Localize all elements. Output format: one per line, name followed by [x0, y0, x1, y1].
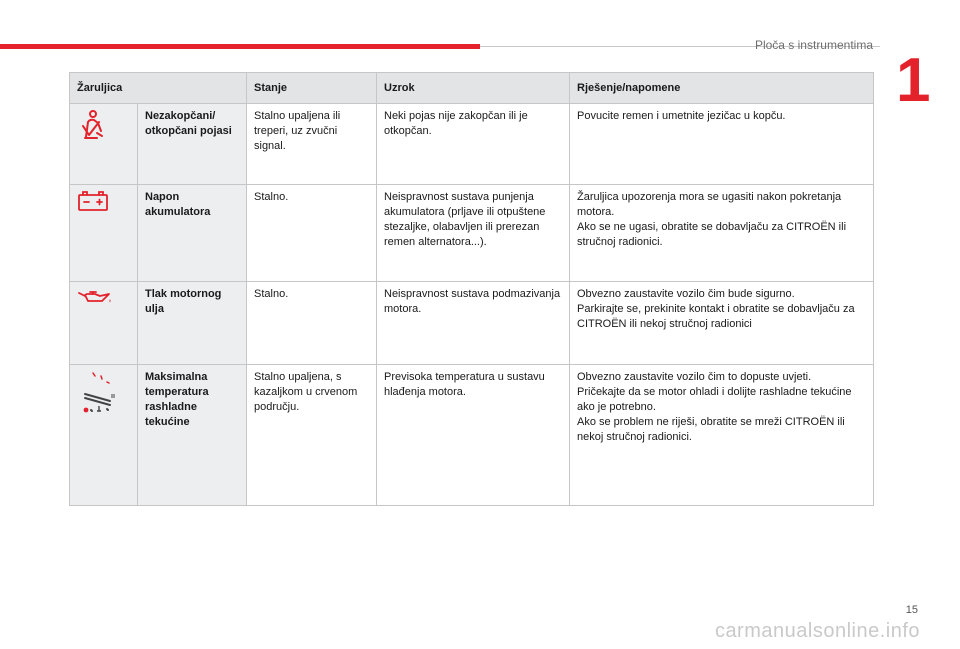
- column-header-zaruljica: Žaruljica: [70, 73, 247, 104]
- uzrok-cell: Neispravnost sustava podmazivanja motora.: [377, 282, 570, 365]
- table-row: [70, 185, 874, 282]
- icon-cell: [70, 104, 138, 185]
- stanje-cell: Stalno.: [247, 185, 377, 282]
- column-header-stanje: Stanje: [247, 73, 377, 104]
- uzrok-cell: Previsoka temperatura u sustavu hlađenja motora.: [377, 365, 570, 506]
- warning-lights-table: [69, 72, 874, 506]
- icon-cell: [70, 185, 138, 282]
- uzrok-cell: Neki pojas nije zakopčan ili je otkopčan.: [377, 104, 570, 185]
- coolant-temperature-gauge-icon: [77, 370, 121, 416]
- uzrok-cell: Neispravnost sustava punjenja akumulatora (prljave ili otpuštene stezaljke, olabavljen ili prerezan remen alternatora...).: [377, 185, 570, 282]
- light-name: Tlak motornog ulja: [138, 282, 247, 365]
- table-row: [70, 104, 874, 185]
- stanje-cell: Stalno.: [247, 282, 377, 365]
- table-row: [70, 282, 874, 365]
- rjesenje-cell: Obvezno zaustavite vozilo čim to dopuste uvjeti. Pričekajte da se motor ohladi i dolijte rashladne tekućine ako je potrebno. Ako se problem ne riješi, obratite se mreži CITROËN ili nekoj stručnoj radionici.: [570, 365, 874, 506]
- page-number: 15: [905, 604, 918, 616]
- rjesenje-cell: Žaruljica upozorenja mora se ugasiti nakon pokretanja motora. Ako se ne ugasi, obratite se dobavljaču za CITROËN ili stručnoj radionici.: [570, 185, 874, 282]
- light-name: Nezakopčani/ otkopčani pojasi: [138, 104, 247, 185]
- column-header-rjesenje: Rješenje/napomene: [570, 73, 874, 104]
- seatbelt-icon: [77, 109, 107, 141]
- chapter-number: 1: [896, 46, 931, 115]
- battery-icon: [77, 190, 109, 212]
- column-header-uzrok: Uzrok: [377, 73, 570, 104]
- oil-can-icon: [77, 287, 113, 307]
- light-name: Maksimalna temperatura rashladne tekućine: [138, 365, 247, 506]
- rjesenje-cell: Obvezno zaustavite vozilo čim bude sigurno. Parkirajte se, prekinite kontakt i obratite se dobavljaču za CITROËN ili nekoj stručnoj radionici: [570, 282, 874, 365]
- section-title: Ploča s instrumentima: [754, 38, 873, 52]
- icon-cell: [70, 282, 138, 365]
- table-row: [70, 365, 874, 506]
- icon-cell: [70, 365, 138, 506]
- rjesenje-cell: Povucite remen i umetnite jezičac u kopču.: [570, 104, 874, 185]
- table-header-row: [70, 73, 874, 104]
- header-red-bar: [0, 44, 480, 49]
- stanje-cell: Stalno upaljena ili treperi, uz zvučni signal.: [247, 104, 377, 185]
- light-name: Napon akumulatora: [138, 185, 247, 282]
- stanje-cell: Stalno upaljena, s kazaljkom u crvenom području.: [247, 365, 377, 506]
- watermark: carmanualsonline.info: [714, 620, 920, 642]
